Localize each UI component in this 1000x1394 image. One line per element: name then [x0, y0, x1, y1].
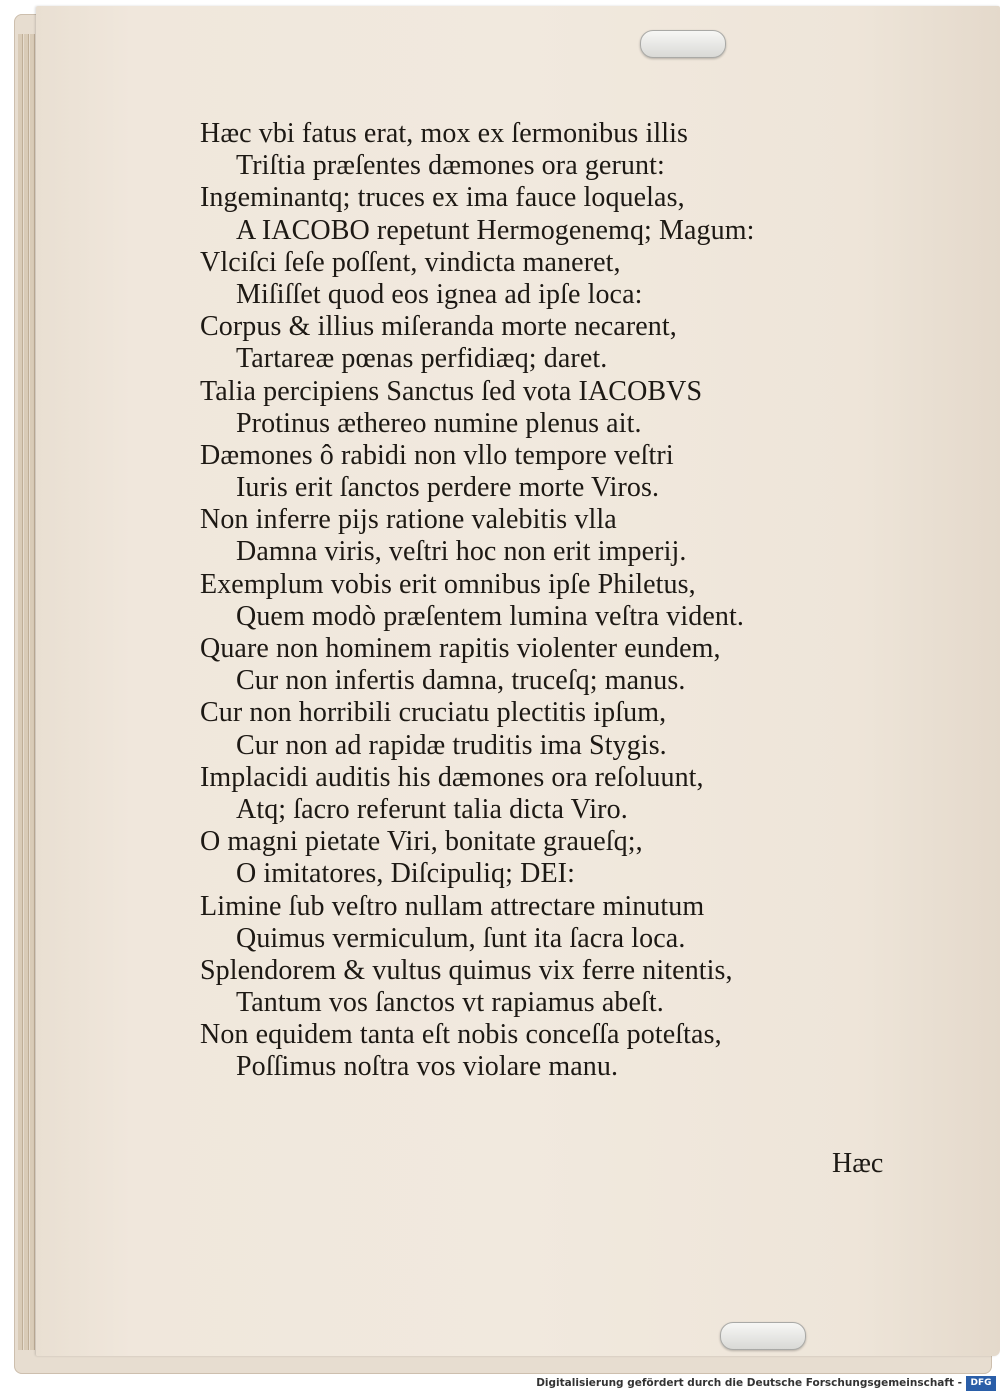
verse-line: Talia percipiens Sanctus ſed vota IACOBVS: [200, 375, 703, 407]
verse-line: Damna viris, veſtri hoc non erit imperij.: [236, 536, 687, 568]
verse-line: Ingeminantq; truces ex ima fauce loquelas,: [200, 182, 685, 214]
verse-text-block: [200, 118, 900, 1084]
book-clip-bottom: [720, 1322, 806, 1350]
verse-line: Atq; ſacro referunt talia dicta Viro.: [236, 793, 628, 825]
page-edge: [18, 34, 23, 1350]
footer-credit: Digitalisierung gefördert durch die Deutsche Forschungsgemeinschaft -: [536, 1377, 962, 1389]
verse-line: Limine ſub veſtro nullam attrectare minutum: [200, 890, 705, 922]
catchword: Hæc: [832, 1148, 884, 1179]
verse-line: Iuris erit ſanctos perdere morte Viros.: [236, 472, 660, 504]
verse-line: Protinus æthereo numine plenus ait.: [236, 407, 642, 439]
verse-line: Hæc vbi fatus erat, mox ex ſermonibus illis: [200, 118, 688, 149]
book-clip-top: [640, 30, 726, 58]
verse-line: Poſſimus noſtra vos violare manu.: [236, 1051, 619, 1083]
verse-line: Tantum vos ſanctos vt rapiamus abeſt.: [236, 987, 664, 1019]
verse-line: Triſtia præſentes dæmones ora gerunt:: [236, 150, 665, 182]
verse-line: Quare non hominem rapitis violenter eundem,: [200, 633, 721, 664]
page-edge: [30, 34, 35, 1350]
verse-line: Non equidem tanta eſt nobis conceſſa poteſtas,: [200, 1019, 722, 1051]
verse-line: Splendorem & vultus quimus vix ferre nitentis,: [200, 954, 733, 986]
verse-line: A IACOBO repetunt Hermogenemq; Magum:: [236, 214, 755, 246]
verse-line: Exemplum vobis erit omnibus ipſe Philetus,: [200, 568, 696, 600]
verse-line: Cur non infertis damna, truceſq; manus.: [236, 665, 686, 697]
verse-line: Cur non horribili cruciatu plectitis ipſum,: [200, 697, 667, 729]
verse-line: Quimus vermiculum, ſunt ita ſacra loca.: [236, 922, 686, 954]
verse-line: Vlciſci ſeſe poſſent, vindicta maneret,: [200, 246, 621, 278]
verse-line: Implacidi auditis his dæmones ora reſoluunt,: [200, 761, 704, 793]
verse-line: Dæmones ô rabidi non vllo tempore veſtri: [200, 439, 674, 471]
verse-line: Miſiſſet quod eos ignea ad ipſe loca:: [236, 278, 643, 310]
verse-line: Corpus & illius miſeranda morte necarent,: [200, 311, 677, 343]
verse-line: O imitatores, Diſcipuliq; DEI:: [236, 858, 575, 890]
verse-line: O magni pietate Viri, bonitate graueſq;,: [200, 826, 643, 858]
page-edge: [24, 34, 29, 1350]
verse-line: Tartareæ pœnas perfidiæq; daret.: [236, 343, 608, 375]
dfg-logo: DFG: [966, 1376, 996, 1391]
verse-line: Cur non ad rapidæ truditis ima Stygis.: [236, 729, 667, 761]
verse-line: Non inferre pijs ratione valebitis vlla: [200, 504, 617, 536]
verse-line: Quem modò præſentem lumina veſtra vident.: [236, 600, 744, 632]
